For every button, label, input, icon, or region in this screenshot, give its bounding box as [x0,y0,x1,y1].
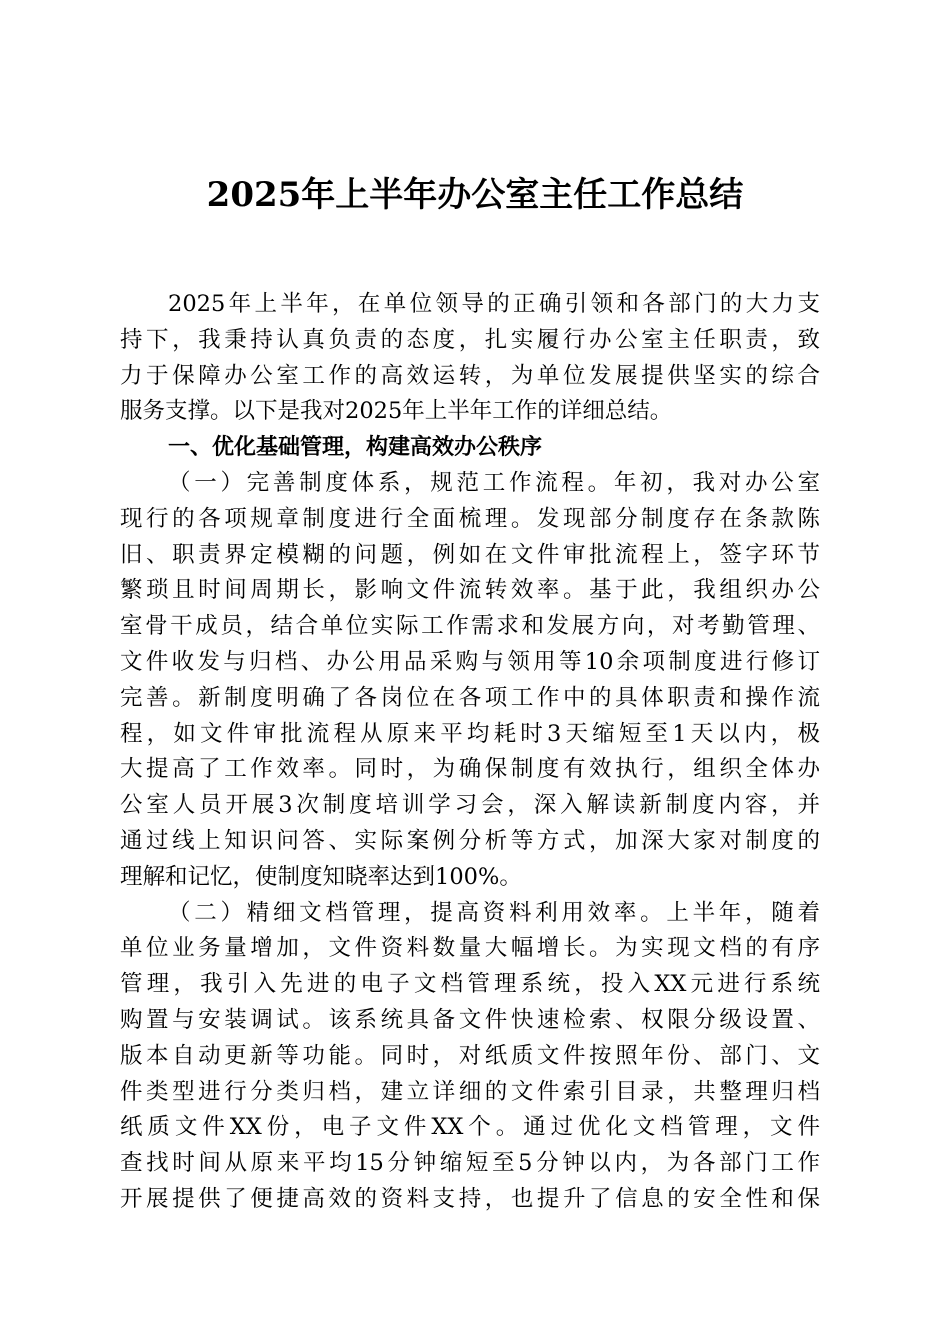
paragraph-line: （一）完善制度体系，规范工作流程。年初，我对办公室 [168,469,820,496]
paragraph-line: 2025年上半年，在单位领导的正确引领和各部门的大力支 [168,291,820,317]
section-heading: 一、优化基础管理，构建高效办公秩序 [168,435,543,461]
paragraph-line: 持下，我秉持认真负责的态度，扎实履行办公室主任职责，致 [120,326,820,353]
paragraph-line: 纸质文件XX份，电子文件XX个。通过优化文档管理，文件 [120,1114,820,1141]
paragraph-line: 程，如文件审批流程从原来平均耗时3天缩短至1天以内，极 [120,720,820,747]
paragraph-line: 通过线上知识问答、实际案例分析等方式，加深大家对制度的 [120,827,820,854]
paragraph-line: 现行的各项规章制度进行全面梳理。发现部分制度存在条款陈 [120,505,820,532]
paragraph-line: （二）精细文档管理，提高资料利用效率。上半年，随着 [168,899,820,926]
document-title: 2025年上半年办公室主任工作总结 [206,175,744,215]
paragraph-line: 繁琐且时间周期长，影响文件流转效率。基于此，我组织办公 [120,577,820,604]
paragraph-line: 服务支撑。以下是我对2025年上半年工作的详细总结。 [120,398,673,425]
paragraph-line: 件类型进行分类归档，建立详细的文件索引目录，共整理归档 [120,1078,820,1105]
paragraph-line: 公室人员开展3次制度培训学习会，深入解读新制度内容，并 [120,792,820,819]
paragraph-line: 单位业务量增加，文件资料数量大幅增长。为实现文档的有序 [120,935,820,962]
paragraph-line: 购置与安装调试。该系统具备文件快速检索、权限分级设置、 [120,1006,820,1033]
paragraph-line: 查找时间从原来平均15分钟缩短至5分钟以内，为各部门工作 [120,1150,820,1177]
paragraph-line: 理解和记忆，使制度知晓率达到100%。 [120,863,522,890]
paragraph-line: 室骨干成员，结合单位实际工作需求和发展方向，对考勤管理、 [120,613,820,640]
paragraph-line: 大提高了工作效率。同时，为确保制度有效执行，组织全体办 [120,756,820,783]
paragraph-line: 旧、职责界定模糊的问题，例如在文件审批流程上，签字环节 [120,541,820,568]
paragraph-line: 版本自动更新等功能。同时，对纸质文件按照年份、部门、文 [120,1042,820,1069]
paragraph-line: 开展提供了便捷高效的资料支持，也提升了信息的安全性和保 [120,1185,820,1212]
paragraph-line: 力于保障办公室工作的高效运转，为单位发展提供坚实的综合 [120,362,820,389]
paragraph-line: 管理，我引入先进的电子文档管理系统，投入XX元进行系统 [120,971,820,998]
document-body [120,287,820,1218]
paragraph-line: 完善。新制度明确了各岗位在各项工作中的具体职责和操作流 [120,684,820,711]
paragraph-line: 文件收发与归档、办公用品采购与领用等10余项制度进行修订 [120,648,820,675]
